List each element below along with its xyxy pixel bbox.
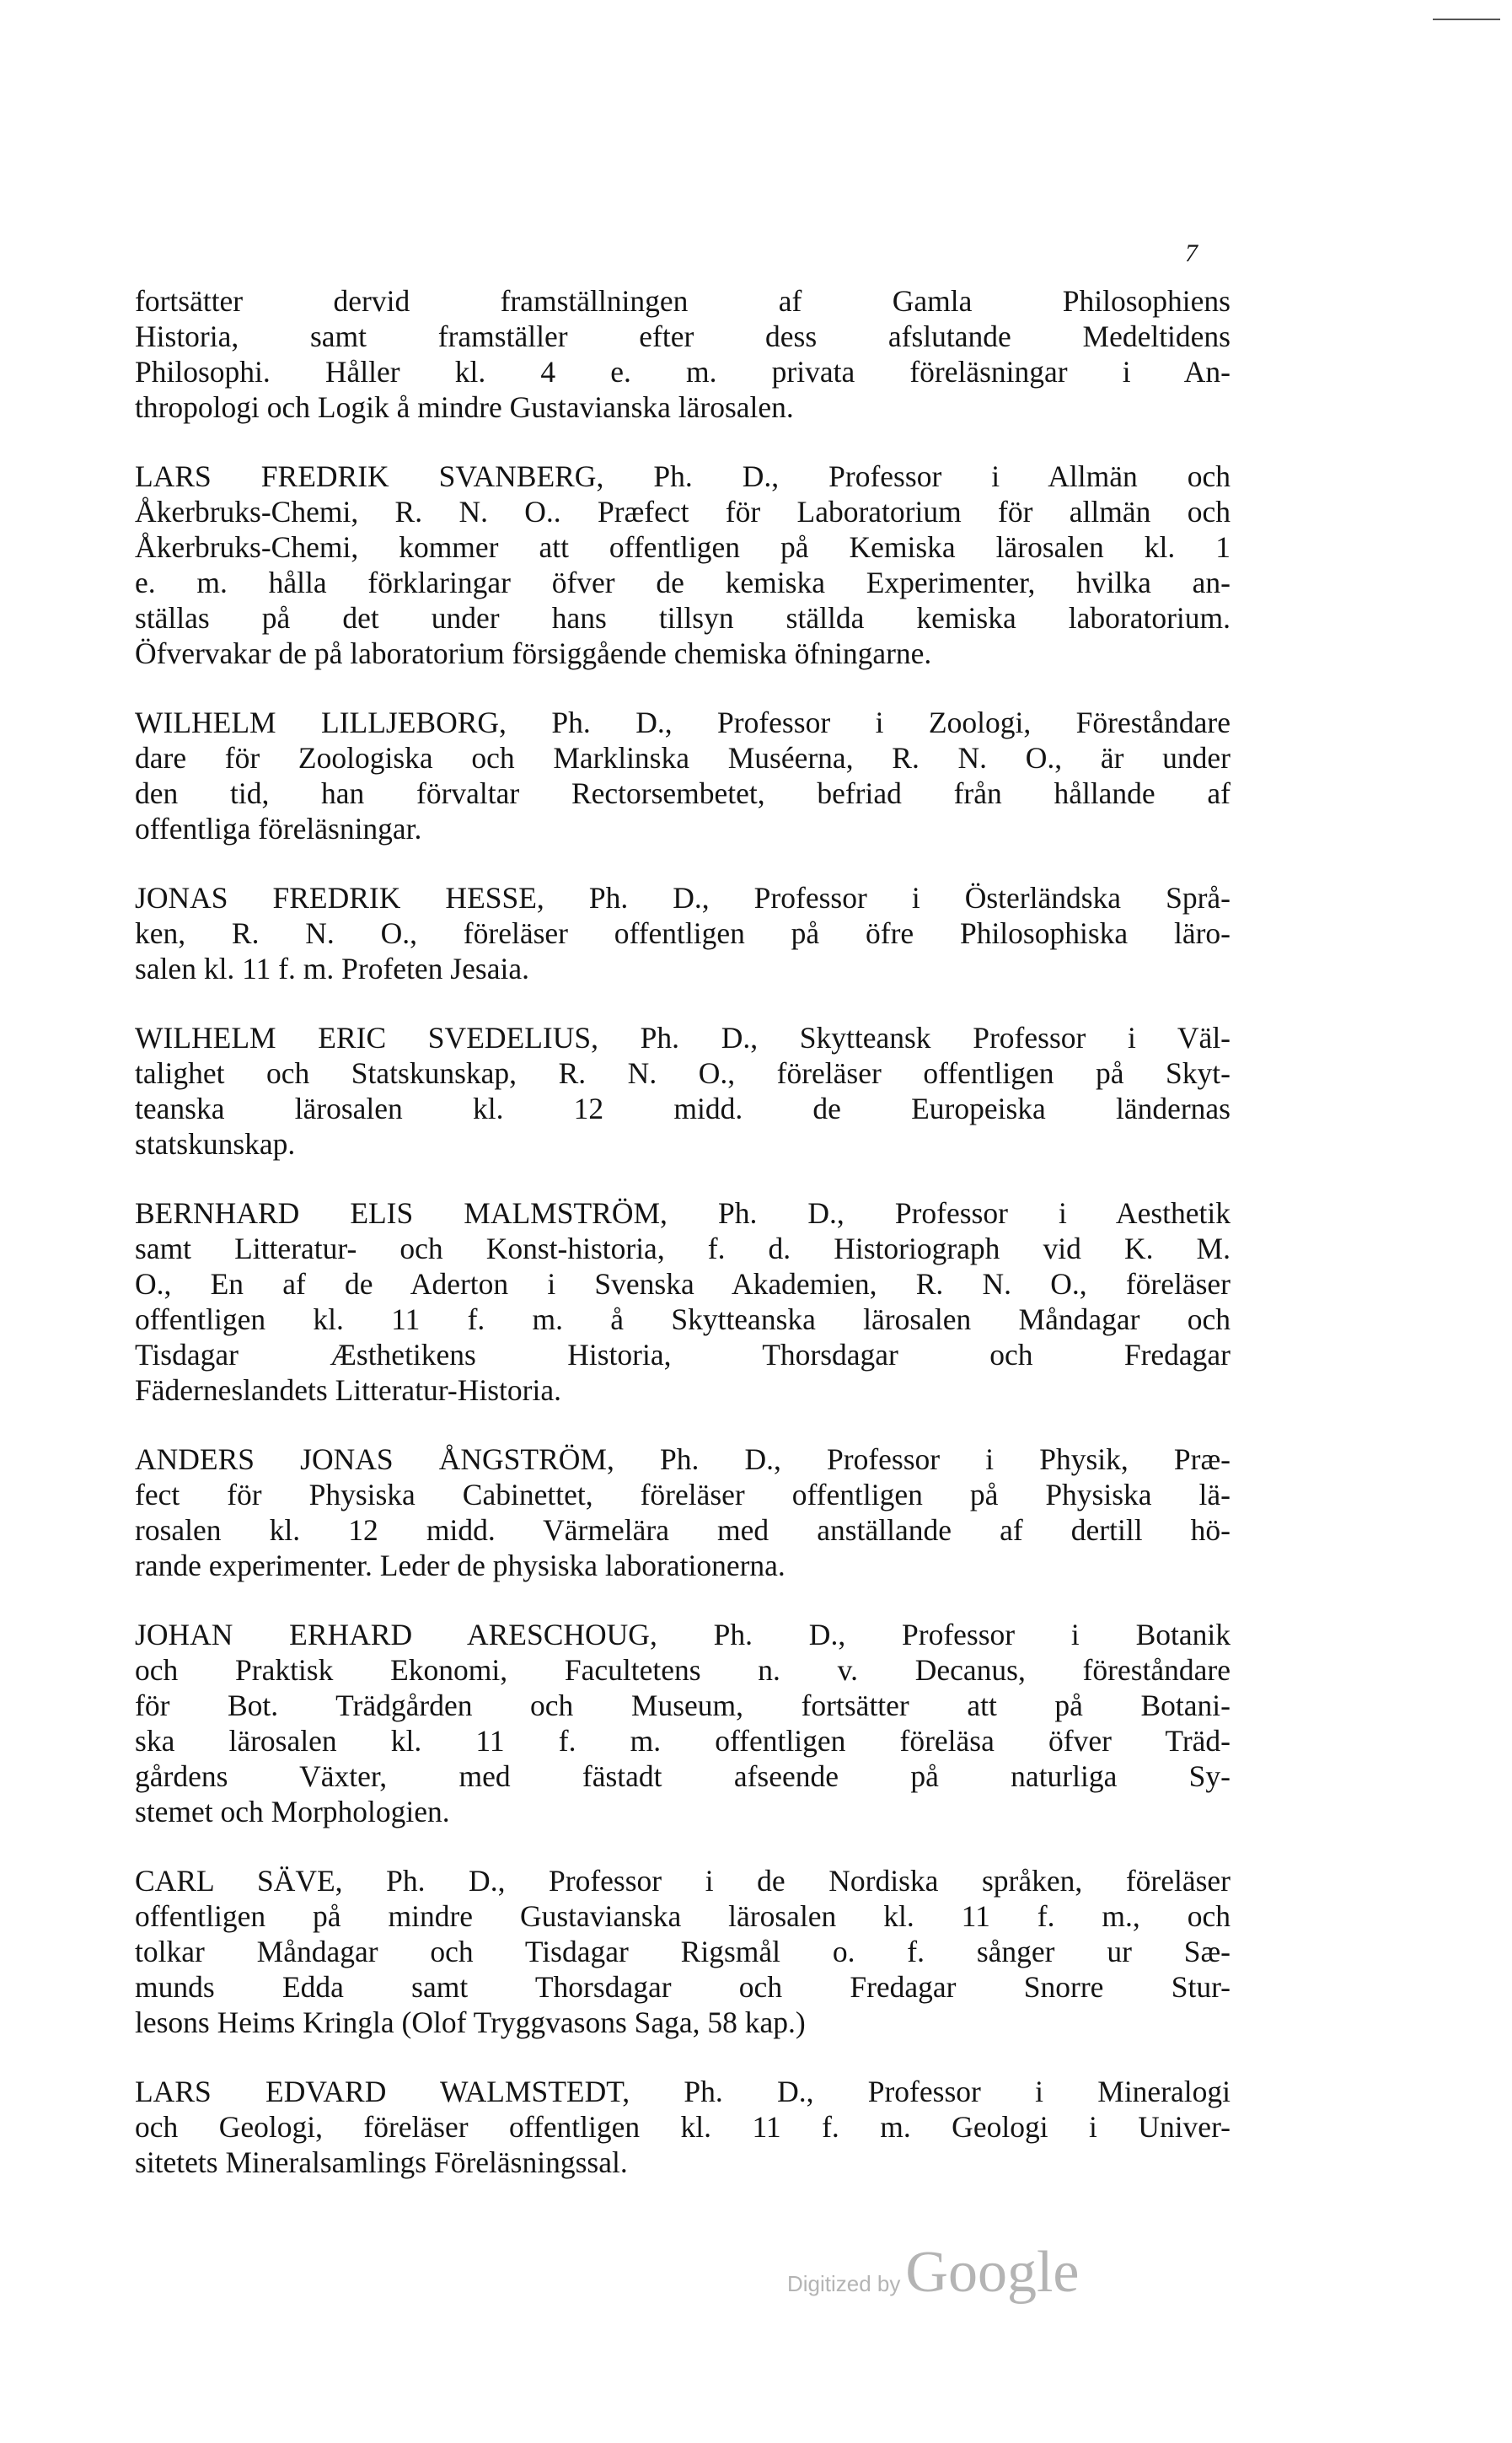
text-line: offentligen på mindre Gustavianska lärosalen kl. 11 f. m., och bbox=[135, 1899, 1231, 1933]
text-line: fect för Physiska Cabinettet, föreläser offentligen på Physiska lä- bbox=[135, 1478, 1231, 1511]
page-number: 7 bbox=[1185, 239, 1198, 267]
text-line: och Geologi, föreläser offentligen kl. 11 f. m. Geologi i Univer- bbox=[135, 2110, 1231, 2144]
text-line: Tisdagar Æsthetikens Historia, Thorsdagar och Fredagar bbox=[135, 1338, 1231, 1372]
text-line: offentliga föreläsningar. bbox=[135, 812, 422, 846]
google-logo: Google bbox=[905, 2240, 1080, 2305]
text-line: LARS EDVARD WALMSTEDT, Ph. D., Professor i Mineralogi bbox=[135, 2075, 1231, 2108]
text-line: lesons Heims Kringla (Olof Tryggvasons Saga, 58 kap.) bbox=[135, 2005, 806, 2039]
paragraph-gap bbox=[135, 1829, 1231, 1863]
paragraph-gap bbox=[135, 1408, 1231, 1442]
text-line: JOHAN ERHARD ARESCHOUG, Ph. D., Professor i Botanik bbox=[135, 1618, 1231, 1651]
text-line: samt Litteratur- och Konst-historia, f. d. Historiograph vid K. M. bbox=[135, 1232, 1231, 1265]
paragraph bbox=[135, 2074, 1231, 2180]
paragraph-gap bbox=[135, 2040, 1231, 2074]
text-line: offentligen kl. 11 f. m. å Skytteanska lärosalen Måndagar och bbox=[135, 1302, 1231, 1336]
text-line: gårdens Växter, med fästadt afseende på naturliga Sy- bbox=[135, 1759, 1231, 1793]
text-line: Historia, samt framställer efter dess afslutande Medeltidens bbox=[135, 319, 1231, 353]
text-line: JONAS FREDRIK HESSE, Ph. D., Professor i Österländska Språ- bbox=[135, 881, 1231, 915]
text-line: dare för Zoologiska och Marklinska Muséerna, R. N. O., är under bbox=[135, 741, 1231, 775]
text-line: BERNHARD ELIS MALMSTRÖM, Ph. D., Professor i Aesthetik bbox=[135, 1196, 1231, 1230]
scan-edge-line bbox=[1433, 19, 1500, 20]
text-line: CARL SÄVE, Ph. D., Professor i de Nordiska språken, föreläser bbox=[135, 1864, 1231, 1898]
text-line: Philosophi. Håller kl. 4 e. m. privata föreläsningar i An- bbox=[135, 355, 1231, 389]
paragraph bbox=[135, 880, 1231, 986]
paragraph bbox=[135, 705, 1231, 846]
text-line: och Praktisk Ekonomi, Facultetens n. v. Decanus, föreståndare bbox=[135, 1653, 1231, 1687]
paragraph-gap bbox=[135, 846, 1231, 880]
paragraph bbox=[135, 459, 1231, 671]
text-line: fortsätter dervid framställningen af Gamla Philosophiens bbox=[135, 284, 1231, 318]
text-line: Fäderneslandets Litteratur-Historia. bbox=[135, 1373, 561, 1407]
text-line: Åkerbruks-Chemi, kommer att offentligen på Kemiska lärosalen kl. 1 bbox=[135, 530, 1231, 564]
text-line: ska lärosalen kl. 11 f. m. offentligen föreläsa öfver Träd- bbox=[135, 1724, 1231, 1758]
paragraph bbox=[135, 1020, 1231, 1162]
paragraph bbox=[135, 1863, 1231, 2040]
text-line: ken, R. N. O., föreläser offentligen på öfre Philosophiska läro- bbox=[135, 916, 1231, 950]
text-line: ställas på det under hans tillsyn ställda kemiska laboratorium. bbox=[135, 601, 1231, 635]
paragraph-gap bbox=[135, 1583, 1231, 1617]
paragraph bbox=[135, 1195, 1231, 1408]
text-line: statskunskap. bbox=[135, 1127, 296, 1161]
page-text-body bbox=[135, 283, 1231, 2180]
text-line: rosalen kl. 12 midd. Värmelära med anställande af dertill hö- bbox=[135, 1513, 1231, 1547]
text-line: ANDERS JONAS ÅNGSTRÖM, Ph. D., Professor i Physik, Præ- bbox=[135, 1442, 1231, 1476]
paragraph-gap bbox=[135, 986, 1231, 1020]
paragraph-gap bbox=[135, 1162, 1231, 1195]
paragraph bbox=[135, 1617, 1231, 1829]
text-line: thropologi och Logik å mindre Gustavianska lärosalen. bbox=[135, 390, 794, 424]
text-line: e. m. hålla förklaringar öfver de kemiska Experimenter, hvilka an- bbox=[135, 566, 1231, 599]
text-line: Öfvervakar de på laboratorium försiggående chemiska öfningarne. bbox=[135, 636, 932, 670]
text-line: WILHELM ERIC SVEDELIUS, Ph. D., Skytteansk Professor i Väl- bbox=[135, 1021, 1231, 1055]
text-line: tolkar Måndagar och Tisdagar Rigsmål o. f. sånger ur Sæ- bbox=[135, 1935, 1231, 1968]
text-line: O., En af de Aderton i Svenska Akademien, R. N. O., föreläser bbox=[135, 1267, 1231, 1301]
text-line: salen kl. 11 f. m. Profeten Jesaia. bbox=[135, 952, 529, 985]
digitized-label: Digitized by bbox=[787, 2271, 901, 2296]
text-line: för Bot. Trädgården och Museum, fortsätter att på Botani- bbox=[135, 1689, 1231, 1722]
paragraph bbox=[135, 283, 1231, 425]
paragraph-gap bbox=[135, 425, 1231, 459]
text-line: teanska lärosalen kl. 12 midd. de Europeiska ländernas bbox=[135, 1092, 1231, 1125]
text-line: sitetets Mineralsamlings Föreläsningssal. bbox=[135, 2145, 628, 2179]
paragraph bbox=[135, 1442, 1231, 1583]
digitized-watermark bbox=[787, 2239, 1079, 2306]
text-line: munds Edda samt Thorsdagar och Fredagar Snorre Stur- bbox=[135, 1970, 1231, 2004]
text-line: LARS FREDRIK SVANBERG, Ph. D., Professor i Allmän och bbox=[135, 459, 1231, 493]
text-line: Åkerbruks-Chemi, R. N. O.. Præfect för Laboratorium för allmän och bbox=[135, 495, 1231, 529]
paragraph-gap bbox=[135, 671, 1231, 705]
text-line: rande experimenter. Leder de physiska laborationerna. bbox=[135, 1549, 785, 1582]
text-line: stemet och Morphologien. bbox=[135, 1795, 450, 1828]
text-line: den tid, han förvaltar Rectorsembetet, befriad från hållande af bbox=[135, 776, 1231, 810]
text-line: WILHELM LILLJEBORG, Ph. D., Professor i Zoologi, Föreståndare bbox=[135, 706, 1231, 739]
text-line: talighet och Statskunskap, R. N. O., föreläser offentligen på Skyt- bbox=[135, 1056, 1231, 1090]
